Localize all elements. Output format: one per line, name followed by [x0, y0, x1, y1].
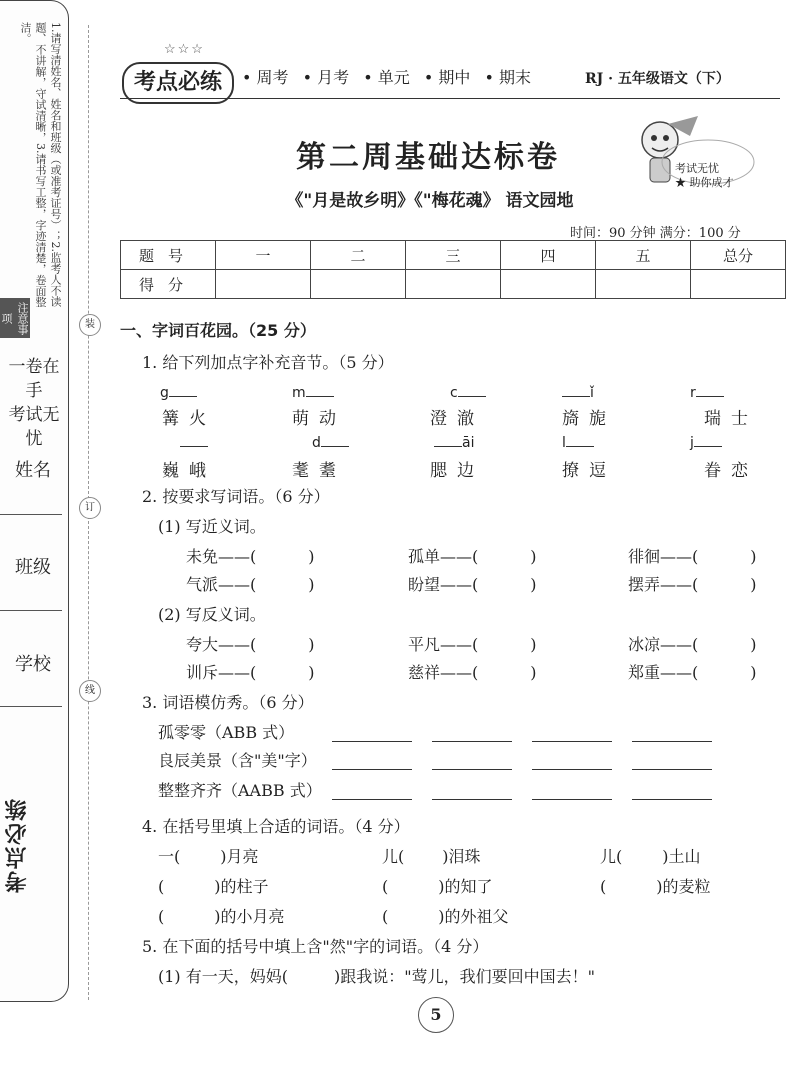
answer-blank[interactable] [532, 768, 612, 770]
pinyin-blank[interactable]: j [690, 432, 722, 451]
name-field[interactable] [0, 514, 62, 515]
slogan: 一卷在手 考试无忧 [8, 357, 60, 449]
synonym-item[interactable]: 气派——( ) [186, 575, 315, 594]
table-cell: 二 [311, 241, 406, 270]
table-cell: 得分 [121, 270, 216, 299]
word: 撩逗 [562, 461, 616, 481]
time-info: 时间：90 分钟 满分：100 分 [570, 226, 741, 241]
exam-type-nav [242, 66, 540, 90]
answer-blank[interactable] [632, 768, 712, 770]
table-cell: 四 [501, 241, 596, 270]
table-cell: 总分 [691, 241, 786, 270]
answer-blank[interactable] [332, 798, 412, 800]
score-input[interactable] [311, 270, 406, 299]
binder-mark: 线 [79, 680, 101, 702]
pinyin-blank[interactable]: l [562, 432, 594, 451]
side-logo: 考点必练 [5, 797, 30, 893]
binder-mark: 订 [79, 497, 101, 519]
pinyin-blank[interactable]: d [312, 432, 349, 451]
answer-blank[interactable] [632, 740, 712, 742]
score-input[interactable] [501, 270, 596, 299]
word: 腮边 [430, 461, 484, 481]
word: 澄澈 [430, 409, 484, 429]
antonym-item[interactable]: 慈祥——( ) [408, 663, 537, 682]
name-label: 姓名 [15, 460, 51, 481]
page-subtitle: 《"月是故乡明》《"梅花魂》 语文园地 [286, 191, 574, 211]
score-input[interactable] [691, 270, 786, 299]
fill-item[interactable]: ( )的小月亮 [158, 907, 285, 926]
synonym-item[interactable]: 未免——( ) [186, 547, 315, 566]
word: 萌动 [292, 409, 346, 429]
school-field[interactable] [0, 706, 62, 707]
notes-badge: 注意事项 [0, 298, 30, 338]
nav-item: • 单元 [363, 68, 410, 87]
fill-item[interactable]: 儿( )土山 [600, 847, 701, 866]
nav-item: • 月考 [302, 68, 350, 87]
fill-item[interactable]: 儿( )泪珠 [382, 847, 481, 866]
section-heading: 一、字词百花园。（25 分） [120, 321, 316, 340]
answer-blank[interactable] [432, 768, 512, 770]
synonym-item[interactable]: 徘徊——( ) [628, 547, 757, 566]
synonym-item[interactable]: 摆弄——( ) [628, 575, 757, 594]
answer-blank[interactable] [632, 798, 712, 800]
class-field[interactable] [0, 610, 62, 611]
answer-blank[interactable] [432, 740, 512, 742]
sub-prompt: (2) 写反义词。 [158, 605, 266, 624]
antonym-item[interactable]: 郑重——( ) [628, 663, 757, 682]
imitate-item: 孤零零（ABB 式） [158, 723, 295, 742]
answer-blank[interactable] [332, 768, 412, 770]
table-cell: 题号 [121, 241, 216, 270]
word: 旖旎 [562, 409, 616, 429]
answer-blank[interactable] [532, 798, 612, 800]
table-cell: 一 [216, 241, 311, 270]
exam-notes: 1.请写清姓名、姓名和班级（或准考证号）；2.监考人不读题、不讲解，守试清晰，3.请书写工整，字迹清楚，卷面整洁。 [19, 22, 62, 308]
brand-logo: 考点必练 [122, 62, 234, 104]
school-label: 学校 [15, 654, 51, 675]
word: 耄耋 [292, 461, 346, 481]
fill-item[interactable]: ( )的柱子 [158, 877, 269, 896]
synonym-item[interactable]: 盼望——( ) [408, 575, 537, 594]
pinyin-blank[interactable]: c [450, 382, 486, 401]
page-title: 第二周基础达标卷 [296, 140, 560, 175]
word: 眷恋 [704, 461, 758, 481]
pinyin-blank[interactable]: r [690, 382, 724, 401]
question-prompt: 2. 按要求写词语。（6 分） [142, 487, 330, 506]
brand-stars: ☆☆☆ [164, 42, 205, 57]
question-prompt: 1. 给下列加点字补充音节。（5 分） [142, 353, 394, 372]
table-cell: 三 [406, 241, 501, 270]
answer-blank[interactable] [332, 740, 412, 742]
answer-blank[interactable] [532, 740, 612, 742]
score-input[interactable] [596, 270, 691, 299]
answer-blank[interactable] [432, 798, 512, 800]
pinyin-blank[interactable] [180, 432, 208, 451]
word: 篝火 [162, 409, 216, 429]
word: 瑞士 [704, 409, 758, 429]
imitate-item: 良辰美景（含"美"字） [158, 751, 317, 770]
header-rule [120, 98, 780, 99]
fill-item[interactable]: ( )的知了 [382, 877, 493, 896]
table-row [121, 241, 786, 270]
fill-sentence[interactable]: (1) 有一天，妈妈( )跟我说："莺儿，我们要回中国去！" [158, 967, 595, 986]
question-prompt: 5. 在下面的括号中填上含"然"字的词语。（4 分） [142, 937, 489, 956]
nav-item: • 期中 [423, 68, 471, 87]
pinyin-blank[interactable]: āi [434, 432, 474, 451]
sub-prompt: (1) 写近义词。 [158, 517, 266, 536]
fill-item[interactable]: ( )的外祖父 [382, 907, 509, 926]
score-table [120, 240, 786, 299]
question-prompt: 3. 词语模仿秀。（6 分） [142, 693, 314, 712]
nav-item: • 周考 [242, 68, 289, 87]
pinyin-blank[interactable]: g [160, 382, 197, 401]
pinyin-blank[interactable]: ǐ [562, 382, 594, 401]
antonym-item[interactable]: 训斥——( ) [186, 663, 315, 682]
fill-item[interactable]: 一( )月亮 [158, 847, 259, 866]
antonym-item[interactable]: 夸大——( ) [186, 635, 315, 654]
imitate-item: 整整齐齐（AABB 式） [158, 781, 322, 800]
pinyin-blank[interactable]: m [292, 382, 334, 401]
class-label: 班级 [15, 557, 51, 578]
table-cell: 五 [596, 241, 691, 270]
fill-item[interactable]: ( )的麦粒 [600, 877, 711, 896]
nav-item: • 期末 [484, 68, 532, 87]
word: 巍峨 [162, 461, 216, 481]
table-row [121, 270, 786, 299]
binder-mark: 装 [79, 314, 101, 336]
synonym-item[interactable]: 孤单——( ) [408, 547, 537, 566]
question-prompt: 4. 在括号里填上合适的词语。（4 分） [142, 817, 410, 836]
score-input[interactable] [406, 270, 501, 299]
page-number: 5 [418, 997, 454, 1033]
mascot-caption: 考试无忧 ★ 助你成才 [675, 162, 734, 189]
grade-label: RJ · 五年级语文（下） [585, 71, 730, 87]
antonym-item[interactable]: 平凡——( ) [408, 635, 537, 654]
antonym-item[interactable]: 冰凉——( ) [628, 635, 757, 654]
score-input[interactable] [216, 270, 311, 299]
